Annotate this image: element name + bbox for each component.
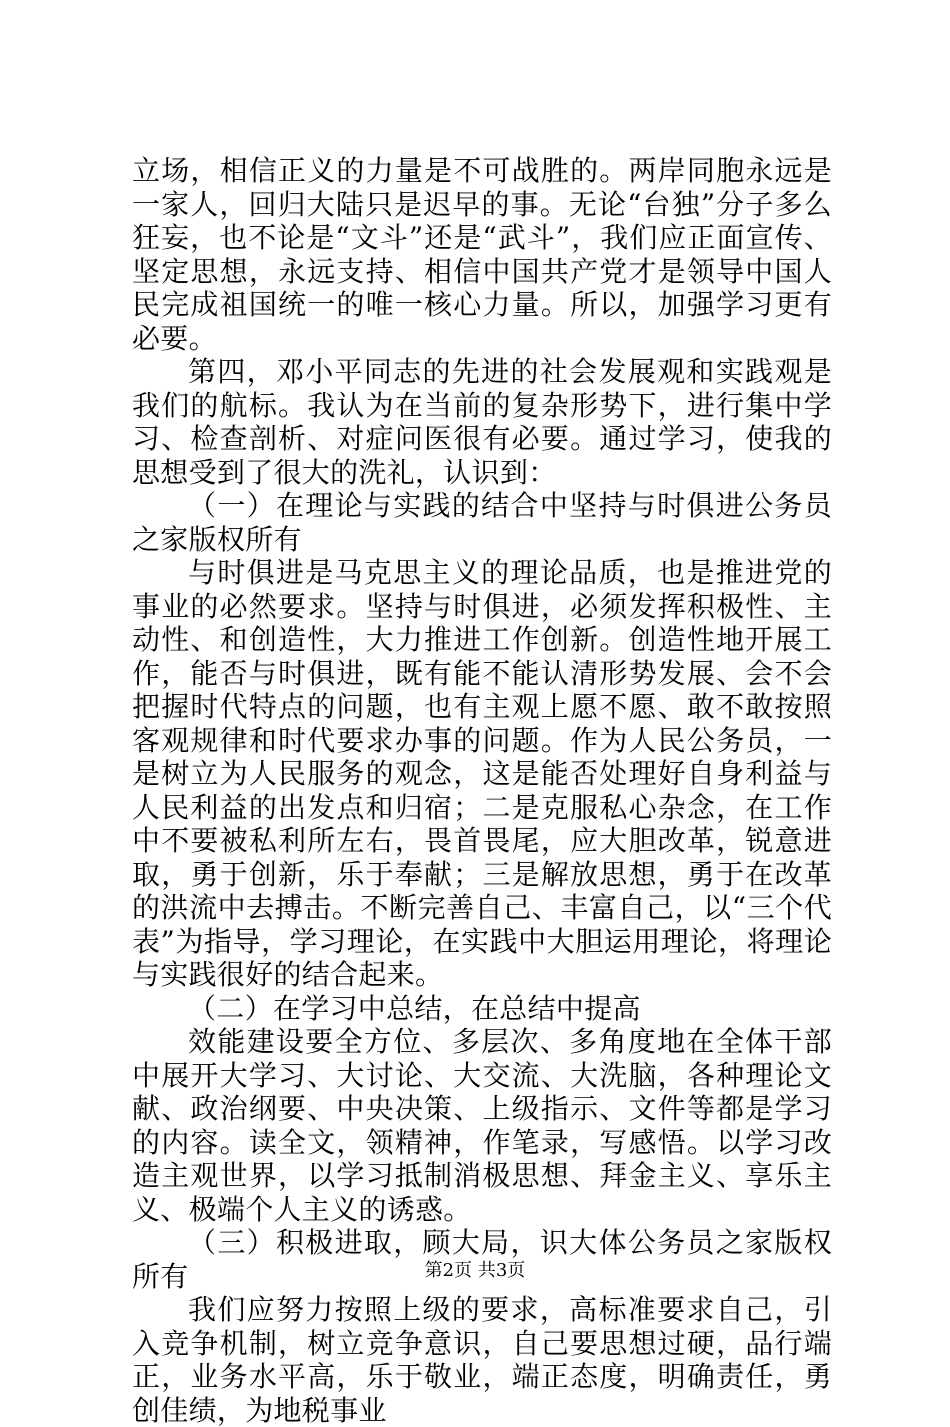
page-footer: 第2页 共3页	[424, 1260, 526, 1281]
paragraph-1: 立场，相信正义的力量是不可战胜的。两岸同胞永远是一家人，回归大陆只是迟早的事。无论“台独”分子多么狂妄，也不论是“文斗”还是“武斗”，我们应正面宣传、坚定思想，永远支持、相信中国共产党才是领导中国人民完成祖国统一的唯一核心力量。所以，加强学习更有必要。	[132, 154, 832, 355]
paragraph-5: 我们应努力按照上级的要求，高标准要求自己，引入竞争机制，树立竞争意识，自己要思想过硬，品行端正，业务水平高，乐于敬业，端正态度，明确责任，勇创佳绩，为地税事业	[132, 1293, 832, 1427]
section-heading-3: （三）积极进取，顾大局，识大体公务员之家版权所有	[132, 1226, 832, 1293]
section-heading-2: （二）在学习中总结，在总结中提高	[188, 991, 641, 1025]
paragraph-3: 与时俱进是马克思主义的理论品质，也是推进党的事业的必然要求。坚持与时俱进，必须发挥积极性、主动性、和创造性，大力推进工作创新。创造性地开展工作，能否与时俱进，既有能不能认清形势发展、会不会把握时代特点的问题，也有主观上愿不愿、敢不敢按照客观规律和时代要求办事的问题。作为人民公务员，一是树立为人民服务的观念，这是能否处理好自身利益与人民利益的出发点和归宿；二是克服私心杂念，在工作中不要被私利所左右，畏首畏尾，应大胆改革，锐意进取，勇于创新，乐于奉献；三是解放思想，勇于在改革的洪流中去搏击。不断完善自己、丰富自己，以“三个代表”为指导，学习理论，在实践中大胆运用理论，将理论与实践很好的结合起来。	[132, 556, 832, 991]
paragraph-4: 效能建设要全方位、多层次、多角度地在全体干部中展开大学习、大讨论、大交流、大洗脑，各种理论文献、政治纲要、中央决策、上级指示、文件等都是学习的内容。读全文，领精神，作笔录，写感悟。以学习改造主观世界，以学习抵制消极思想、拜金主义、享乐主义、极端个人主义的诱惑。	[132, 1025, 832, 1226]
document-body	[132, 154, 832, 1427]
section-heading-1: （一）在理论与实践的结合中坚持与时俱进公务员之家版权所有	[132, 489, 832, 556]
paragraph-2: 第四，邓小平同志的先进的社会发展观和实践观是我们的航标。我认为在当前的复杂形势下，进行集中学习、检查剖析、对症问医很有必要。通过学习，使我的思想受到了很大的洗礼，认识到：	[132, 355, 832, 489]
